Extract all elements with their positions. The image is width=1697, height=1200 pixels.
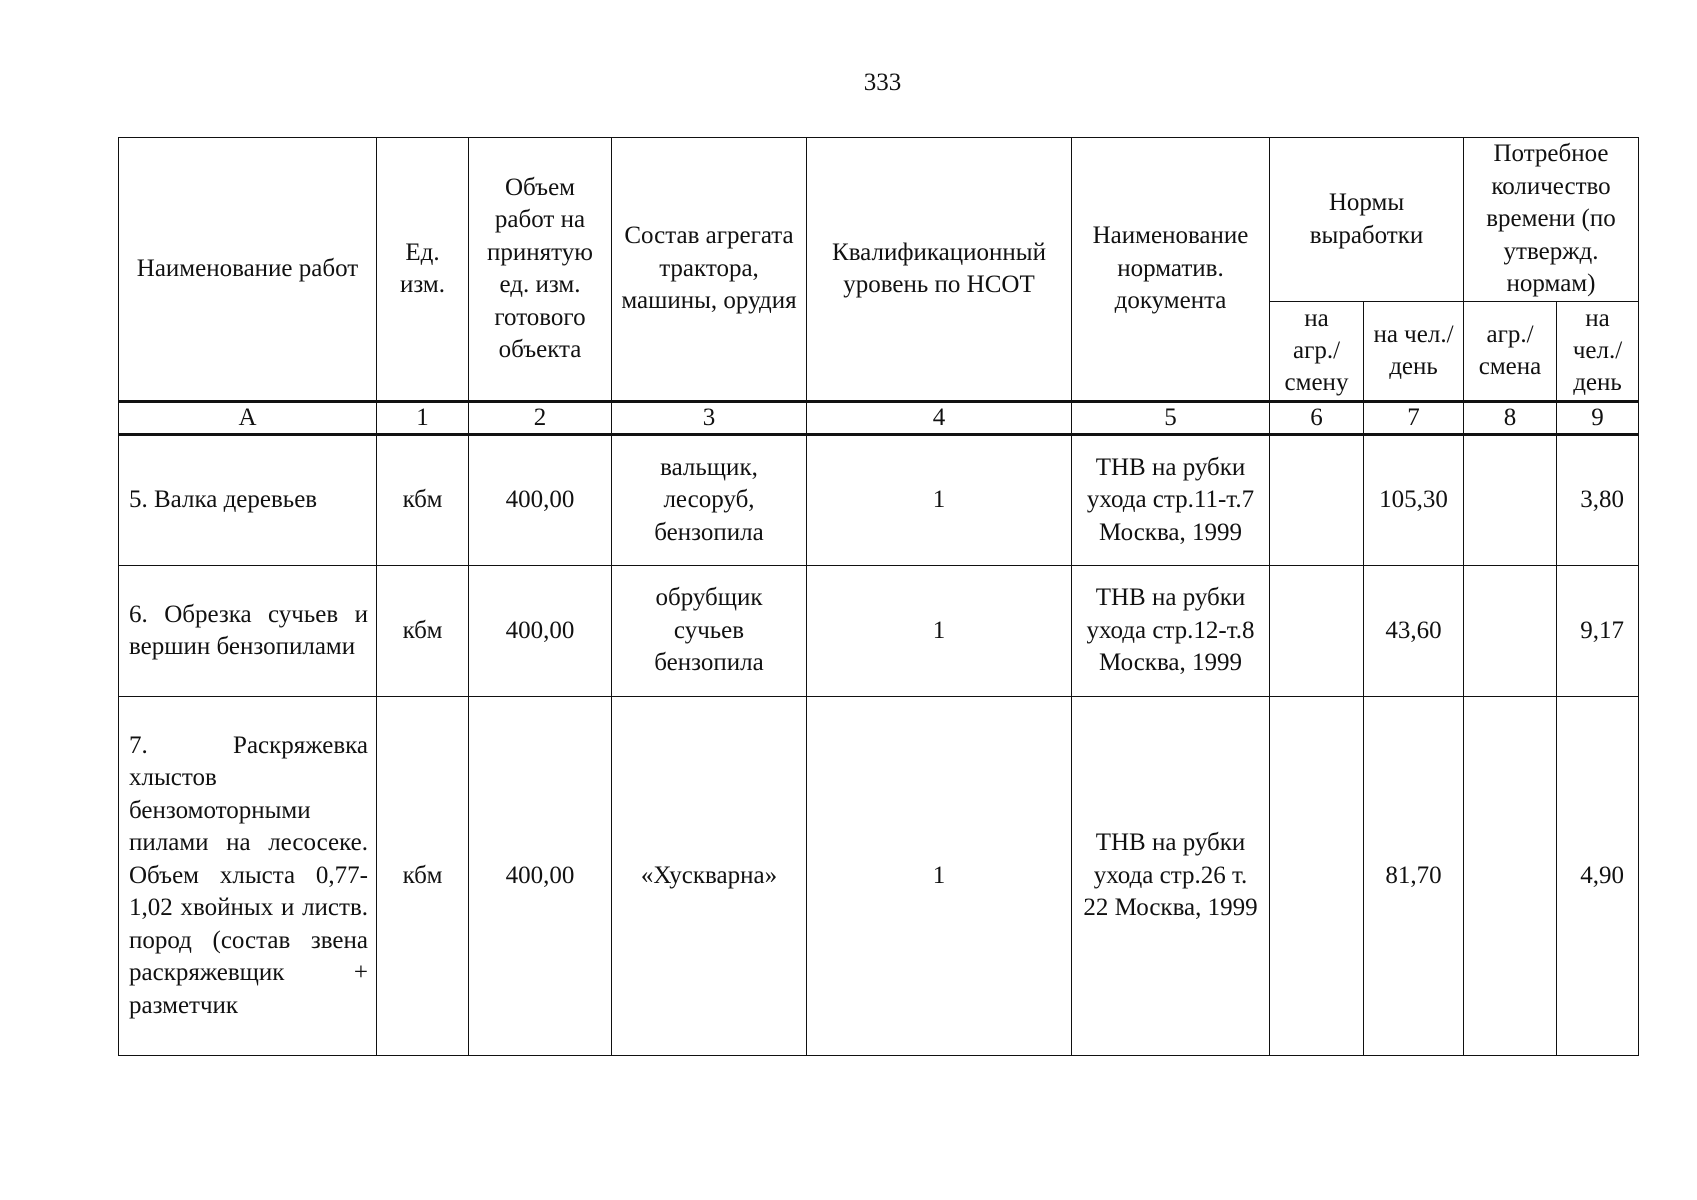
header-qualification: Квалификационный уровень по НСОТ xyxy=(807,138,1072,402)
header-work-name: Наименование работ xyxy=(119,138,377,402)
index-cell: 3 xyxy=(612,402,807,435)
cell-person-day: 4,90 xyxy=(1557,697,1639,1056)
table-row xyxy=(119,566,1639,697)
cell-work-name: 5. Валка деревьев xyxy=(119,435,377,566)
index-cell: 6 xyxy=(1270,402,1364,435)
table-row xyxy=(119,435,1639,566)
header-output-norms: Нормы выработки xyxy=(1270,138,1464,302)
cell-work-name: 6. Обрезка сучьев и вершин бензопилами xyxy=(119,566,377,697)
work-norms-table xyxy=(118,137,1639,1056)
cell-person-day: 3,80 xyxy=(1557,435,1639,566)
cell-aggregate: вальщик, лесоруб, бензопила xyxy=(612,435,807,566)
cell-doc-name: ТНВ на рубки ухода стр.12-т.8 Москва, 1999 xyxy=(1072,566,1270,697)
index-cell: 2 xyxy=(469,402,612,435)
page-number: 333 xyxy=(863,69,902,96)
index-cell: 7 xyxy=(1364,402,1464,435)
header-person-day: на чел./ день xyxy=(1557,302,1639,402)
header-time-needed: Потребное количество времени (по утвержд. нормам) xyxy=(1464,138,1639,302)
cell-aggregate: обрубщик сучьев бензопила xyxy=(612,566,807,697)
cell-person-day: 9,17 xyxy=(1557,566,1639,697)
cell-qualification: 1 xyxy=(807,435,1072,566)
table-row xyxy=(119,697,1639,1056)
cell-agg-shift xyxy=(1464,566,1557,697)
cell-volume: 400,00 xyxy=(469,435,612,566)
cell-per-person-day: 81,70 xyxy=(1364,697,1464,1056)
cell-qualification: 1 xyxy=(807,566,1072,697)
header-volume: Объем работ на принятую ед. изм. готового объекта xyxy=(469,138,612,402)
cell-agg-shift xyxy=(1464,435,1557,566)
header-unit: Ед. изм. xyxy=(377,138,469,402)
index-cell: 1 xyxy=(377,402,469,435)
cell-doc-name: ТНВ на рубки ухода стр.11-т.7 Москва, 1999 xyxy=(1072,435,1270,566)
cell-unit: кбм xyxy=(377,566,469,697)
cell-volume: 400,00 xyxy=(469,566,612,697)
header-row-main xyxy=(119,138,1639,302)
header-agg-shift: агр./ смена xyxy=(1464,302,1557,402)
header-per-agg-shift: на агр./ смену xyxy=(1270,302,1364,402)
cell-per-person-day: 43,60 xyxy=(1364,566,1464,697)
index-cell: 8 xyxy=(1464,402,1557,435)
index-cell: А xyxy=(119,402,377,435)
cell-work-name: 7. Раскряжевка хлыстов бензомоторными пилами на лесосеке. Объем хлыста 0,77-1,02 хвойных и листв. пород (состав звена раскряжевщик + разметчик xyxy=(119,697,377,1056)
header-doc-name: Наименование норматив. документа xyxy=(1072,138,1270,402)
cell-qualification: 1 xyxy=(807,697,1072,1056)
cell-agg-shift xyxy=(1464,697,1557,1056)
column-index-row xyxy=(119,402,1639,435)
cell-per-agg-shift xyxy=(1270,435,1364,566)
header-per-person-day: на чел./ день xyxy=(1364,302,1464,402)
cell-unit: кбм xyxy=(377,435,469,566)
cell-per-agg-shift xyxy=(1270,697,1364,1056)
cell-per-agg-shift xyxy=(1270,566,1364,697)
index-cell: 4 xyxy=(807,402,1072,435)
cell-aggregate: «Хускварна» xyxy=(612,697,807,1056)
cell-volume: 400,00 xyxy=(469,697,612,1056)
index-cell: 9 xyxy=(1557,402,1639,435)
cell-doc-name: ТНВ на рубки ухода стр.26 т. 22 Москва, 1999 xyxy=(1072,697,1270,1056)
header-aggregate: Состав агрегата трактора, машины, орудия xyxy=(612,138,807,402)
cell-per-person-day: 105,30 xyxy=(1364,435,1464,566)
cell-unit: кбм xyxy=(377,697,469,1056)
index-cell: 5 xyxy=(1072,402,1270,435)
